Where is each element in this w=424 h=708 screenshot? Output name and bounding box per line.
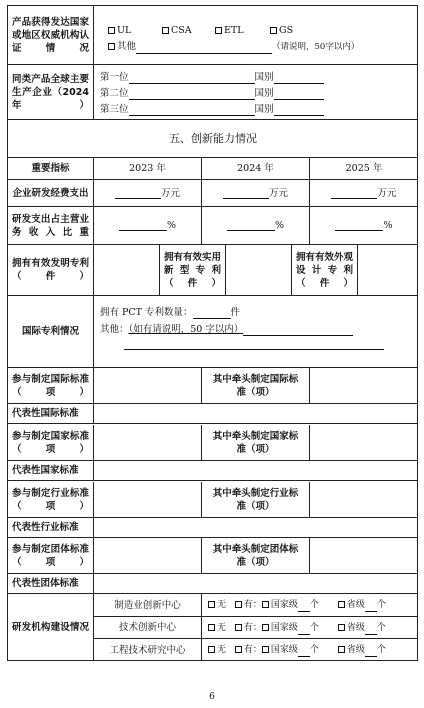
standard-representative-label: 代表性国际标准	[8, 404, 94, 424]
checkbox-icon[interactable]	[270, 27, 277, 34]
invention-patent-value[interactable]	[94, 245, 160, 296]
count-field[interactable]	[365, 646, 377, 657]
checkbox-icon[interactable]	[262, 624, 269, 631]
checkbox-icon[interactable]	[108, 43, 115, 50]
cert-option-etl[interactable]: ETL	[215, 24, 244, 37]
rd-ratio-2024[interactable]: %	[202, 207, 310, 245]
standard-representative-value[interactable]	[94, 404, 418, 424]
count-field[interactable]	[298, 624, 310, 635]
checkbox-icon[interactable]	[215, 27, 222, 34]
cert-option-gs[interactable]: GS	[270, 24, 293, 37]
year-2024-header: 2024 年	[202, 158, 310, 180]
pct-count-field[interactable]	[193, 308, 231, 319]
standard-participate-value[interactable]	[94, 538, 202, 574]
standard-lead-label: 其中牵头制定国家标准（项）	[202, 425, 310, 461]
checkbox-icon[interactable]	[108, 27, 115, 34]
standard-lead-label: 其中牵头制定行业标准（项）	[202, 482, 310, 518]
intl-other-field-2[interactable]	[124, 340, 384, 350]
standard-representative-value[interactable]	[94, 574, 418, 594]
cert-other-field[interactable]	[136, 43, 272, 54]
standard-participate-value[interactable]	[94, 368, 202, 404]
standard-participate-value[interactable]	[94, 425, 202, 461]
standard-lead-value[interactable]	[310, 482, 418, 518]
utility-patent-label: 拥有有效实用新型专利（件）	[160, 245, 226, 296]
count-field[interactable]	[365, 624, 377, 635]
indicator-header: 重要指标	[8, 158, 94, 180]
standard-lead-value[interactable]	[310, 538, 418, 574]
invention-patent-label: 拥有有效发明专利（件）	[8, 245, 94, 296]
standard-participate-label: 参与制定国家标准（项）	[8, 425, 94, 461]
standard-representative-label: 代表性团体标准	[8, 574, 94, 594]
year-2023-header: 2023 年	[94, 158, 202, 180]
peers-list	[94, 65, 418, 120]
standard-representative-label: 代表性行业标准	[8, 518, 94, 538]
standard-lead-label: 其中牵头制定团体标准（项）	[202, 538, 310, 574]
checkbox-icon[interactable]	[235, 601, 242, 608]
checkbox-icon[interactable]	[338, 624, 345, 631]
checkbox-icon[interactable]	[208, 601, 215, 608]
standard-participate-value[interactable]	[94, 482, 202, 518]
standard-lead-label: 其中牵头制定国际标准（项）	[202, 368, 310, 404]
peer-country-field[interactable]	[274, 73, 324, 84]
rd-ratio-label: 研发支出占主营业务收入比重	[8, 207, 94, 245]
form-table	[7, 5, 418, 661]
rd-org-row-2-options: 无 有： 国家级 个 省级 个	[202, 617, 418, 639]
checkbox-icon[interactable]	[262, 601, 269, 608]
rd-expense-2024[interactable]: 万元	[202, 180, 310, 207]
rd-org-row-3-options: 无 有： 国家级 个 省级 个	[202, 639, 418, 661]
intl-patent-other: 其他：（如有请说明，50 字以内）	[100, 323, 353, 336]
rd-expense-2023[interactable]: 万元	[94, 180, 202, 207]
cert-option-ul[interactable]: UL	[108, 24, 131, 37]
rd-org-label: 研发机构建设情况	[8, 594, 94, 661]
design-patent-value[interactable]	[358, 245, 418, 296]
peer-country-field[interactable]	[274, 89, 324, 100]
rd-org-row-3-name: 工程技术研究中心	[94, 639, 202, 661]
peer-name-field[interactable]	[129, 73, 255, 84]
count-field[interactable]	[365, 601, 377, 612]
peers-label: 同类产品全球主要生产企业（2024年）	[8, 65, 94, 120]
standard-representative-value[interactable]	[94, 461, 418, 481]
checkbox-icon[interactable]	[235, 624, 242, 631]
standard-representative-value[interactable]	[94, 518, 418, 538]
standard-representative-label: 代表性国家标准	[8, 461, 94, 481]
rd-org-row-1-options: 无 有： 国家级 个 省级 个	[202, 594, 418, 617]
cert-option-other[interactable]: 其他 （请说明，50字以内）	[108, 40, 359, 54]
peer-row-2: 第二位 国别	[100, 87, 324, 100]
peer-row-3: 第三位 国别	[100, 103, 324, 116]
year-2025-header: 2025 年	[310, 158, 418, 180]
standard-participate-label: 参与制定团体标准（项）	[8, 538, 94, 574]
checkbox-icon[interactable]	[162, 27, 169, 34]
checkbox-icon[interactable]	[208, 646, 215, 653]
utility-patent-value[interactable]	[226, 245, 292, 296]
page-number: 6	[209, 692, 215, 702]
peer-name-field[interactable]	[129, 105, 255, 116]
cert-options	[94, 6, 418, 65]
standard-lead-value[interactable]	[310, 368, 418, 404]
peer-country-field[interactable]	[274, 105, 324, 116]
checkbox-icon[interactable]	[262, 646, 269, 653]
rd-ratio-2025[interactable]: %	[310, 207, 418, 245]
checkbox-icon[interactable]	[338, 601, 345, 608]
checkbox-icon[interactable]	[208, 624, 215, 631]
peer-row-1: 第一位 国别	[100, 71, 324, 84]
design-patent-label: 拥有有效外观设计专利（件）	[292, 245, 358, 296]
checkbox-icon[interactable]	[235, 646, 242, 653]
standard-participate-label: 参与制定行业标准（项）	[8, 482, 94, 518]
rd-org-row-1-name: 制造业创新中心	[94, 594, 202, 617]
pct-count: 拥有 PCT 专利数量： 件	[100, 307, 241, 318]
checkbox-icon[interactable]	[338, 646, 345, 653]
standard-participate-label: 参与制定国际标准（项）	[8, 368, 94, 404]
rd-expense-label: 企业研发经费支出	[8, 180, 94, 207]
rd-expense-2025[interactable]: 万元	[310, 180, 418, 207]
standard-lead-value[interactable]	[310, 425, 418, 461]
cert-option-csa[interactable]: CSA	[162, 24, 192, 37]
cert-label: 产品获得发达国家或地区权威机构认证情况	[8, 6, 94, 65]
section-title: 五、创新能力情况	[8, 120, 418, 158]
intl-patent-label: 国际专利情况	[8, 296, 94, 368]
count-field[interactable]	[298, 646, 310, 657]
count-field[interactable]	[298, 601, 310, 612]
peer-name-field[interactable]	[129, 89, 255, 100]
intl-other-field[interactable]	[243, 325, 353, 336]
rd-org-row-2-name: 技术创新中心	[94, 617, 202, 639]
intl-patent-details	[94, 296, 418, 368]
rd-ratio-2023[interactable]: %	[94, 207, 202, 245]
